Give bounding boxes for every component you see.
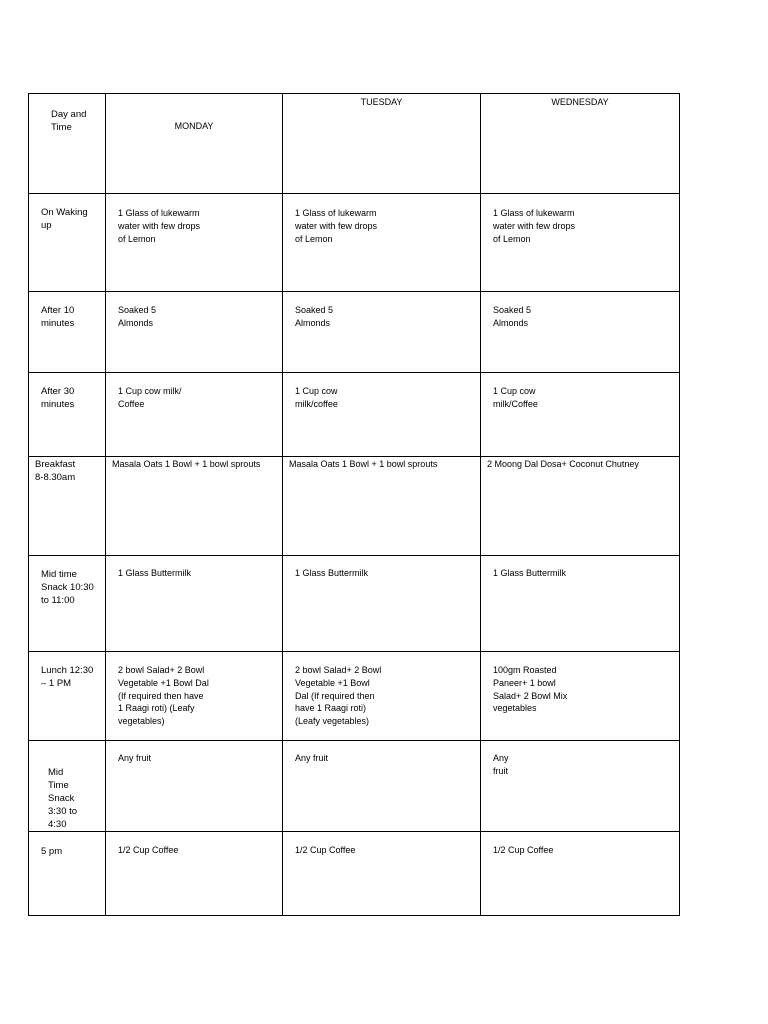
- meal-cell-monday: [106, 373, 283, 457]
- meal-text: 1 Cup cow milk/Coffee: [493, 386, 538, 409]
- meal-cell-monday: [106, 292, 283, 373]
- meal-cell-wednesday: [481, 292, 680, 373]
- meal-text: Any fruit: [118, 753, 152, 763]
- meal-text: 1 Glass Buttermilk: [493, 568, 567, 578]
- time-label: 5 pm: [41, 846, 63, 857]
- meal-cell-tuesday: [283, 652, 481, 741]
- time-cell: [29, 457, 106, 556]
- time-label: After 10 minutes: [41, 305, 75, 329]
- meal-text: 100gm Roasted Paneer+ 1 bowl Salad+ 2 Bowl Mix vegetables: [493, 665, 568, 714]
- meal-text: Soaked 5 Almonds: [493, 305, 532, 328]
- meal-cell-wednesday: [481, 556, 680, 652]
- meal-cell-tuesday: [283, 556, 481, 652]
- time-label: After 30 minutes: [41, 386, 75, 410]
- time-cell: [29, 194, 106, 292]
- meal-cell-wednesday: [481, 652, 680, 741]
- meal-cell-monday: [106, 194, 283, 292]
- time-cell: [29, 832, 106, 916]
- time-cell: [29, 292, 106, 373]
- meal-text: 1 Glass Buttermilk: [118, 568, 192, 578]
- meal-cell-tuesday: [283, 292, 481, 373]
- time-cell: [29, 373, 106, 457]
- meal-cell-wednesday: [481, 457, 680, 556]
- meal-text: Any fruit: [295, 753, 329, 763]
- meal-text: 1 Glass of lukewarm water with few drops of Lemon: [493, 208, 576, 244]
- meal-cell-tuesday: [283, 741, 481, 832]
- time-label: Breakfast 8-8.30am: [35, 459, 76, 483]
- header-row: [29, 94, 680, 194]
- column-header-monday: MONDAY: [106, 94, 283, 194]
- meal-text: 1 Glass of lukewarm water with few drops of Lemon: [295, 208, 378, 244]
- row-on-waking: [29, 194, 680, 292]
- meal-text: 2 bowl Salad+ 2 Bowl Vegetable +1 Bowl Dal (If required then have 1 Raagi roti) (Leafy vegetables): [295, 665, 382, 727]
- meal-text: 1 Cup cow milk/ Coffee: [118, 386, 182, 409]
- time-cell: [29, 652, 106, 741]
- time-label: Mid time Snack 10:30 to 11:00: [41, 569, 94, 606]
- meal-text: 2 bowl Salad+ 2 Bowl Vegetable +1 Bowl Dal (If required then have 1 Raagi roti) (Leafy vegetables): [118, 665, 209, 727]
- meal-text: 1 Glass of lukewarm water with few drops of Lemon: [118, 208, 201, 244]
- meal-text: Soaked 5 Almonds: [295, 305, 334, 328]
- row-breakfast: [29, 457, 680, 556]
- meal-text: 1/2 Cup Coffee: [493, 845, 554, 855]
- meal-cell-monday: [106, 741, 283, 832]
- meal-cell-wednesday: [481, 741, 680, 832]
- meal-cell-monday: [106, 832, 283, 916]
- meal-cell-monday: [106, 652, 283, 741]
- meal-cell-wednesday: [481, 194, 680, 292]
- time-label: On Waking up: [41, 207, 88, 231]
- meal-cell-wednesday: [481, 832, 680, 916]
- row-5-pm: [29, 832, 680, 916]
- meal-cell-monday: [106, 457, 283, 556]
- row-after-10-minutes: [29, 292, 680, 373]
- row-mid-time-snack: [29, 556, 680, 652]
- meal-cell-tuesday: [283, 194, 481, 292]
- meal-text: 2 Moong Dal Dosa+ Coconut Chutney: [487, 459, 639, 469]
- day-and-time-label: Day and Time: [51, 109, 87, 133]
- meal-cell-tuesday: [283, 832, 481, 916]
- row-after-30-minutes: [29, 373, 680, 457]
- column-header-wednesday: WEDNESDAY: [481, 94, 680, 194]
- meal-text: 1 Glass Buttermilk: [295, 568, 369, 578]
- time-label: Lunch 12:30 – 1 PM: [41, 665, 94, 689]
- diet-schedule-table: [28, 93, 680, 916]
- meal-text: Masala Oats 1 Bowl + 1 bowl sprouts: [289, 459, 438, 469]
- column-header-tuesday: TUESDAY: [283, 94, 481, 194]
- meal-cell-tuesday: [283, 373, 481, 457]
- meal-cell-monday: [106, 556, 283, 652]
- time-cell: [29, 556, 106, 652]
- row-mid-time-snack-afternoon: [29, 741, 680, 832]
- meal-text: 1 Cup cow milk/coffee: [295, 386, 338, 409]
- time-cell: [29, 741, 106, 832]
- meal-text: 1/2 Cup Coffee: [118, 845, 179, 855]
- meal-text: Soaked 5 Almonds: [118, 305, 157, 328]
- meal-text: 1/2 Cup Coffee: [295, 845, 356, 855]
- header-corner-cell: [29, 94, 106, 194]
- meal-cell-wednesday: [481, 373, 680, 457]
- meal-text: Masala Oats 1 Bowl + 1 bowl sprouts: [112, 459, 261, 469]
- meal-cell-tuesday: [283, 457, 481, 556]
- meal-text: Any fruit: [493, 753, 509, 776]
- time-label: Mid Time Snack 3:30 to 4:30: [48, 767, 78, 830]
- row-lunch: [29, 652, 680, 741]
